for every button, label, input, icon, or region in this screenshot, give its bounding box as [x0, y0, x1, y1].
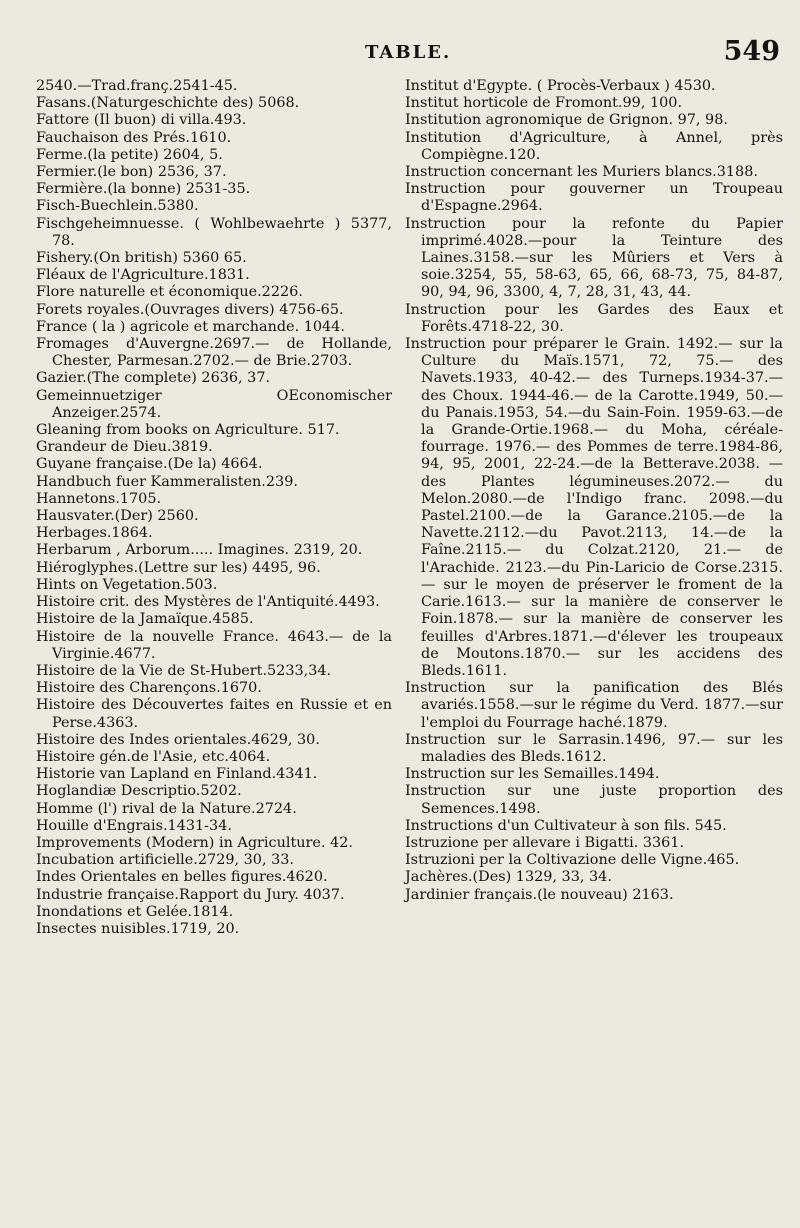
index-entry: Grandeur de Dieu.3819.	[36, 439, 213, 456]
index-entry: Histoire gén.de l'Asie, etc.4064.	[36, 748, 271, 765]
index-entry: Fischgeheimnuesse. ( Wohlbewaehrte ) 5377, 78.	[36, 215, 392, 249]
index-entry: Houille d'Engrais.1431-34.	[36, 817, 232, 834]
index-column-right	[405, 78, 783, 904]
index-entry: Fishery.(On british) 5360 65.	[36, 250, 247, 267]
index-entry: Hiéroglyphes.(Lettre sur les) 4495, 96.	[36, 559, 321, 576]
index-entry: Instruction pour les Gardes des Eaux et Forêts.4718-22, 30.	[405, 301, 783, 335]
index-entry: Herbages.1864.	[36, 525, 153, 542]
index-entry: Hints on Vegetation.503.	[36, 576, 218, 593]
index-entry: Insectes nuisibles.1719, 20.	[36, 920, 240, 937]
index-entry: Istruzione per allevare i Bigatti. 3361.	[405, 834, 685, 851]
index-entry: Instruction concernant les Muriers blancs.3188.	[405, 164, 758, 181]
index-entry: Fauchaison des Prés.1610.	[36, 129, 232, 146]
index-entry: Histoire de la Jamaïque.4585.	[36, 611, 254, 628]
index-entry: Homme (l') rival de la Nature.2724.	[36, 800, 297, 817]
index-entry: Institution agronomique de Grignon. 97, 98.	[405, 112, 728, 129]
index-entry: Institution d'Agriculture, à Annel, près Compiègne.120.	[405, 129, 783, 163]
index-entry: Flore naturelle et économique.2226.	[36, 284, 303, 301]
index-entry: Instruction sur le Sarrasin.1496, 97.— sur les maladies des Bleds.1612.	[405, 731, 783, 765]
index-entry: Gleaning from books on Agriculture. 517.	[36, 422, 340, 439]
index-entry: Historie van Lapland en Finland.4341.	[36, 766, 318, 783]
index-entry: Handbuch fuer Kammeralisten.239.	[36, 473, 298, 490]
index-entry: Fermière.(la bonne) 2531-35.	[36, 181, 251, 198]
index-entry: Jardinier français.(le nouveau) 2163.	[405, 886, 674, 903]
index-entry: Indes Orientales en belles figures.4620.	[36, 869, 328, 886]
index-entry: Jachères.(Des) 1329, 33, 34.	[405, 869, 612, 886]
index-entry: Improvements (Modern) in Agriculture. 42.	[36, 834, 353, 851]
index-entry: Instruction sur les Semailles.1494.	[405, 766, 660, 783]
index-entry: Histoire crit. des Mystères de l'Antiquité.4493.	[36, 594, 380, 611]
index-entry: Hausvater.(Der) 2560.	[36, 508, 199, 525]
index-entry: Forets royales.(Ouvrages divers) 4756-65.	[36, 301, 344, 318]
index-entry: Fasans.(Naturgeschichte des) 5068.	[36, 95, 300, 112]
index-entry: Guyane française.(De la) 4664.	[36, 456, 263, 473]
index-entry: Fromages d'Auvergne.2697.— de Hollande, Chester, Parmesan.2702.— de Brie.2703.	[36, 336, 392, 370]
index-entry: Instruction sur une juste proportion des Semences.1498.	[405, 783, 783, 817]
index-entry: Hannetons.1705.	[36, 490, 162, 507]
index-entry: Histoire de la Vie de St-Hubert.5233,34.	[36, 662, 332, 679]
index-entry: Fléaux de l'Agriculture.1831.	[36, 267, 250, 284]
index-entry: Histoire de la nouvelle France. 4643.— de la Virginie.4677.	[36, 628, 392, 662]
index-entry: Histoire des Découvertes faites en Russie et en Perse.4363.	[36, 697, 392, 731]
index-entry: Herbarum , Arborum..... Imagines. 2319, 20.	[36, 542, 363, 559]
index-entry: Instruction pour la refonte du Papier imprimé.4028.—pour la Teinture des Laines.3158.—sur les Mûriers et Vers à soie.3254, 55, 58-63, 65, 66, 68-73, 75, 84-87, 90, 94, 96, 3300, 4, 7, 28, 31, 43, 44.	[405, 215, 783, 301]
page-number: 549	[723, 36, 780, 67]
index-entry: France ( la ) agricole et marchande. 1044.	[36, 318, 345, 335]
index-entry: Gazier.(The complete) 2636, 37.	[36, 370, 271, 387]
index-entry: Histoire des Indes orientales.4629, 30.	[36, 731, 320, 748]
index-column-left	[36, 78, 392, 938]
index-entry: Gemeinnuetziger OEconomischer Anzeiger.2574.	[36, 387, 392, 421]
index-entry: Fattore (Il buon) di villa.493.	[36, 112, 247, 129]
index-entry: Histoire des Charençons.1670.	[36, 680, 262, 697]
index-entry: Instruction pour gouverner un Troupeau d'Espagne.2964.	[405, 181, 783, 215]
index-entry: Inondations et Gelée.1814.	[36, 903, 234, 920]
page-header	[0, 36, 800, 76]
index-entry: Fisch-Buechlein.5380.	[36, 198, 199, 215]
index-entry: Istruzioni per la Coltivazione delle Vigne.465.	[405, 852, 740, 869]
index-entry: Institut horticole de Fromont.99, 100.	[405, 95, 683, 112]
index-entry: Industrie française.Rapport du Jury. 4037.	[36, 886, 345, 903]
index-entry: Hoglandiæ Descriptio.5202.	[36, 783, 242, 800]
index-entry: Incubation artificielle.2729, 30, 33.	[36, 852, 294, 869]
index-entry: Instruction pour préparer le Grain. 1492.— sur la Culture du Maïs.1571, 72, 75.— des Navets.1933, 40-42.— des Turneps.1934-37.— des Choux. 1944-46.— de la Carotte.1949, 50.— du Panais.1953, 54.—du Sain-Foin. 1959-63.—de la Grande-Ortie.1968.— du Moha, céréale-fourrage. 1976.— des Pommes de terre.1984-86, 94, 95, 2001, 22-24.—de la Betterave.2038. —des Plantes légumineuses.2072.— du Melon.2080.—de l'Indigo franc. 2098.—du Pastel.2100.—de la Garance.2105.—de la Navette.2112.—du Pavot.2113, 14.—de la Faîne.2115.— du Colzat.2120, 21.— de l'Arachide. 2123.—du Pin-Laricio de Corse.2315. — sur le moyen de préserver le froment de la Carie.1613.— sur la manière de conserver le Foin.1878.— sur la manière de conserver les feuilles d'Arbres.1871.—d'élever les troupeaux de Moutons.1870.— sur les accidens des Bleds.1611.	[405, 336, 783, 679]
index-entry: Instruction sur la panification des Blés avariés.1558.—sur le régime du Verd. 1877.—sur l'emploi du Fourrage haché.1879.	[405, 680, 783, 731]
running-title: TABLE.	[365, 42, 452, 63]
index-entry: Institut d'Egypte. ( Procès-Verbaux ) 4530.	[405, 78, 716, 94]
index-entry: 2540.—Trad.franç.2541-45.	[36, 78, 238, 94]
index-entry: Fermier.(le bon) 2536, 37.	[36, 164, 227, 181]
index-entry: Ferme.(la petite) 2604, 5.	[36, 146, 223, 163]
index-entry: Instructions d'un Cultivateur à son fils. 545.	[405, 817, 727, 834]
